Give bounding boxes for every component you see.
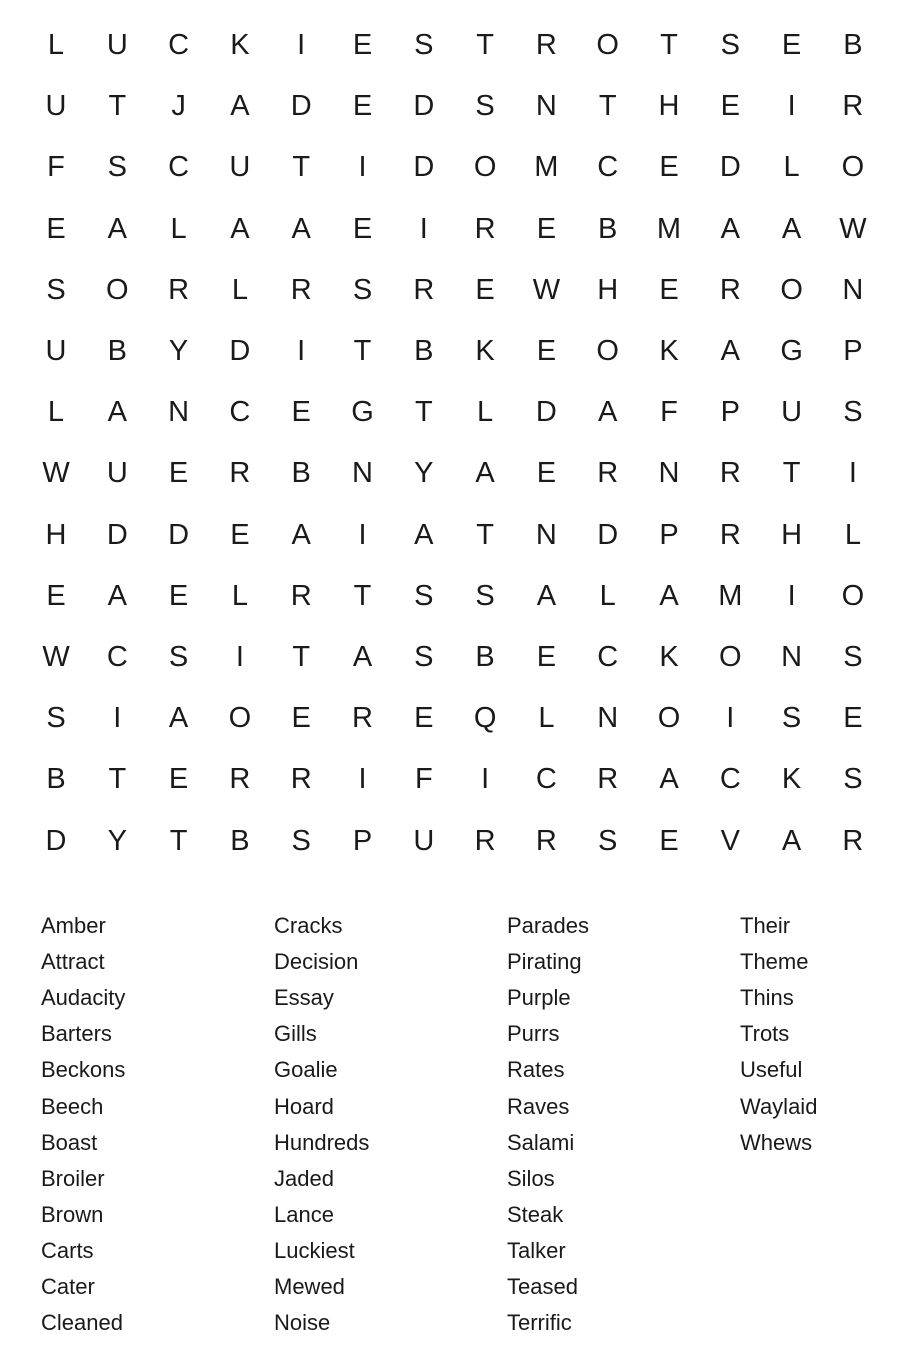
grid-cell[interactable]: S (414, 579, 434, 612)
grid-cell[interactable]: B (475, 641, 495, 673)
grid-cell[interactable]: S (781, 702, 802, 735)
grid-cell[interactable]: A (536, 579, 557, 612)
grid-cell[interactable]: A (720, 212, 740, 245)
grid-cell[interactable]: E (168, 457, 189, 490)
grid-cell[interactable]: N (597, 702, 619, 735)
grid-cell[interactable]: M (656, 212, 682, 245)
grid-cell[interactable]: A (107, 212, 127, 245)
grid-cell[interactable]: D (535, 396, 557, 429)
grid-cell[interactable]: C (597, 151, 619, 184)
grid-cell[interactable]: Q (473, 702, 497, 735)
word-list-item: Essay (274, 985, 334, 1011)
grid-cell[interactable]: Y (414, 457, 434, 490)
grid-cell[interactable]: C (168, 29, 190, 61)
grid-cell[interactable]: E (414, 702, 434, 735)
grid-cell[interactable]: S (168, 641, 189, 673)
grid-cell[interactable]: S (107, 151, 127, 184)
grid-cell[interactable]: E (720, 90, 740, 123)
word-list-item: Silos (507, 1165, 555, 1191)
grid-cell[interactable]: H (781, 518, 803, 551)
grid-cell[interactable]: M (718, 579, 743, 612)
grid-cell[interactable]: P (843, 335, 863, 367)
grid-cell[interactable]: U (106, 29, 128, 61)
grid-cell[interactable]: A (659, 579, 679, 612)
grid-cell[interactable]: A (291, 518, 311, 551)
grid-cell[interactable]: T (476, 518, 494, 551)
grid-cell[interactable]: U (413, 824, 435, 857)
grid-cell[interactable]: T (353, 335, 372, 367)
grid-cell[interactable]: R (535, 824, 557, 857)
grid-cell[interactable]: R (290, 763, 312, 796)
grid-cell[interactable]: U (45, 335, 67, 367)
word-list-item: Terrific (507, 1310, 572, 1336)
grid-cell[interactable]: R (597, 763, 619, 796)
grid-cell[interactable]: L (231, 579, 248, 612)
grid-cell[interactable]: E (46, 212, 66, 245)
word-list-item: Useful (740, 1057, 803, 1083)
grid-cell[interactable]: N (781, 641, 803, 673)
word-list-item: Jaded (274, 1165, 334, 1191)
grid-cell[interactable]: T (660, 29, 678, 61)
grid-cell[interactable]: Y (168, 335, 189, 367)
word-list-item: Beech (41, 1093, 104, 1119)
grid-cell[interactable]: A (475, 457, 495, 490)
grid-cell[interactable]: F (660, 396, 678, 429)
grid-cell[interactable]: E (352, 212, 373, 245)
word-list-item: Beckons (41, 1057, 126, 1083)
grid-cell[interactable]: R (229, 763, 251, 796)
grid-cell[interactable]: L (599, 579, 616, 612)
word-list-item: Waylaid (740, 1093, 818, 1119)
grid-cell[interactable]: L (477, 396, 494, 429)
grid-cell[interactable]: J (171, 90, 186, 123)
grid-cell[interactable]: R (413, 273, 435, 306)
grid-cell[interactable]: L (844, 518, 861, 551)
grid-cell[interactable]: I (358, 518, 367, 551)
grid-cell[interactable]: S (46, 273, 66, 306)
word-list-item: Thins (740, 985, 794, 1011)
word-list-item: Luckiest (274, 1237, 355, 1263)
word-list-item: Cater (41, 1274, 95, 1299)
word-list-item: Rates (507, 1057, 565, 1083)
grid-cell[interactable]: O (596, 335, 619, 367)
grid-cell[interactable]: B (107, 335, 127, 367)
grid-cell[interactable]: R (597, 457, 619, 490)
grid-cell[interactable]: T (598, 90, 617, 123)
grid-cell[interactable]: O (780, 273, 803, 306)
grid-cell[interactable]: B (414, 335, 434, 367)
grid-cell[interactable]: E (659, 824, 679, 857)
grid-cell[interactable]: A (720, 335, 740, 367)
grid-cell[interactable]: R (719, 457, 741, 490)
grid-cell[interactable]: E (781, 29, 802, 61)
grid-cell[interactable]: I (358, 763, 367, 796)
grid-cell[interactable]: W (42, 641, 70, 673)
grid-cell[interactable]: I (419, 212, 428, 245)
grid-cell[interactable]: P (352, 824, 373, 857)
grid-cell[interactable]: O (719, 641, 742, 673)
grid-cell[interactable]: R (474, 824, 496, 857)
grid-cell[interactable]: S (291, 824, 311, 857)
grid-cell[interactable]: D (229, 335, 251, 367)
grid-cell[interactable]: T (292, 151, 311, 184)
grid-cell[interactable]: I (481, 763, 490, 796)
word-list-item: Boast (41, 1129, 98, 1155)
grid-cell[interactable]: O (657, 702, 681, 735)
word-list-item: Cracks (274, 913, 343, 938)
grid-cell[interactable]: S (352, 273, 373, 306)
grid-cell[interactable]: N (168, 396, 190, 429)
word-list-item: Purple (507, 985, 571, 1011)
grid-cell[interactable]: A (598, 396, 618, 429)
grid-cell[interactable]: T (108, 763, 127, 796)
grid-cell[interactable]: U (45, 90, 67, 123)
grid-cell[interactable]: A (659, 763, 679, 796)
grid-cell[interactable]: R (719, 273, 741, 306)
grid-cell[interactable]: I (358, 151, 367, 184)
grid-cell[interactable]: A (781, 824, 802, 857)
grid-cell[interactable]: I (848, 457, 857, 490)
grid-cell[interactable]: C (597, 641, 619, 673)
grid-cell[interactable]: H (658, 90, 680, 123)
grid-cell[interactable]: D (719, 151, 741, 184)
grid-cell[interactable]: F (414, 763, 433, 796)
word-list-item: Broiler (41, 1165, 105, 1191)
grid-cell[interactable]: L (231, 273, 248, 306)
word-list-item: Goalie (274, 1057, 338, 1083)
grid-cell[interactable]: L (538, 702, 555, 735)
grid-cell[interactable]: R (352, 702, 373, 735)
grid-cell[interactable]: D (106, 518, 128, 551)
grid-cell[interactable]: B (230, 824, 250, 857)
grid-cell[interactable]: H (45, 518, 67, 551)
grid-cell[interactable]: E (659, 273, 679, 306)
word-list-item: Barters (41, 1021, 112, 1047)
word-list-item: Whews (740, 1129, 813, 1155)
grid-cell[interactable]: A (781, 212, 802, 245)
grid-cell[interactable]: G (351, 396, 374, 429)
grid-cell[interactable]: S (598, 824, 618, 857)
word-list-item: Lance (274, 1201, 334, 1227)
word-list-item: Hundreds (274, 1129, 370, 1155)
grid-cell[interactable]: A (291, 212, 311, 245)
grid-cell[interactable]: K (659, 641, 679, 673)
grid-cell[interactable]: K (230, 29, 250, 61)
grid-cell[interactable]: E (536, 457, 557, 490)
grid-cell[interactable]: S (720, 29, 740, 61)
grid-cell[interactable]: F (47, 151, 65, 184)
word-list-item: Brown (41, 1201, 104, 1227)
grid-cell[interactable]: E (230, 518, 250, 551)
grid-cell[interactable]: C (719, 763, 741, 796)
grid-cell[interactable]: T (476, 29, 494, 61)
grid-cell[interactable]: T (108, 90, 127, 123)
grid-cell[interactable]: V (720, 824, 740, 857)
word-list-item: Carts (41, 1237, 94, 1263)
word-list-item: Talker (507, 1237, 566, 1263)
grid-cell[interactable]: L (783, 151, 800, 184)
grid-cell[interactable]: I (726, 702, 735, 735)
grid-cell[interactable]: E (352, 90, 373, 123)
grid-cell[interactable]: R (842, 824, 864, 857)
grid-cell[interactable]: O (228, 702, 252, 735)
grid-cell[interactable]: I (235, 641, 244, 673)
grid-cell[interactable]: R (719, 518, 741, 551)
grid-cell[interactable]: P (720, 396, 740, 429)
word-list-item: Purrs (507, 1021, 560, 1047)
grid-cell[interactable]: D (168, 518, 190, 551)
grid-cell[interactable]: T (169, 824, 188, 857)
grid-cell[interactable]: K (475, 335, 495, 367)
word-list-item: Gills (274, 1021, 317, 1047)
word-list-item: Parades (507, 913, 589, 938)
grid-cell[interactable]: A (107, 579, 127, 612)
grid-cell[interactable]: S (414, 641, 434, 673)
grid-cell[interactable]: W (42, 457, 70, 490)
grid-cell[interactable]: H (597, 273, 619, 306)
grid-cell[interactable]: E (46, 579, 66, 612)
grid-cell[interactable]: R (290, 273, 312, 306)
grid-cell[interactable]: T (414, 396, 433, 429)
grid-cell[interactable]: L (47, 396, 65, 429)
grid-cell[interactable]: U (106, 457, 128, 490)
grid-cell[interactable]: E (536, 335, 557, 367)
word-list-item: Steak (507, 1201, 564, 1227)
grid-cell[interactable]: S (414, 29, 434, 61)
grid-cell[interactable]: E (843, 702, 863, 735)
grid-cell[interactable]: D (597, 518, 619, 551)
grid-cell[interactable]: O (473, 151, 497, 184)
grid-cell[interactable]: U (229, 151, 251, 184)
grid-cell[interactable]: L (47, 29, 65, 61)
grid-cell[interactable]: E (352, 29, 373, 61)
grid-cell[interactable]: B (291, 457, 311, 490)
grid-cell[interactable]: D (413, 90, 435, 123)
grid-cell[interactable]: O (596, 29, 619, 61)
grid-cell[interactable]: N (842, 273, 864, 306)
grid-cell[interactable]: E (168, 763, 189, 796)
grid-cell[interactable]: A (230, 212, 250, 245)
grid-cell[interactable]: O (841, 579, 865, 612)
grid-cell[interactable]: W (532, 273, 561, 306)
word-list-item: Audacity (41, 985, 126, 1011)
word-list-item: Raves (507, 1093, 570, 1119)
grid-cell[interactable]: N (352, 457, 373, 490)
grid-cell[interactable]: M (534, 151, 559, 184)
grid-cell[interactable]: O (106, 273, 129, 306)
grid-cell[interactable]: I (297, 29, 306, 61)
grid-cell[interactable]: S (475, 90, 495, 123)
grid-cell[interactable]: E (536, 212, 557, 245)
grid-cell[interactable]: S (46, 702, 66, 735)
grid-cell[interactable]: D (290, 90, 312, 123)
word-list-item: Theme (740, 949, 809, 975)
word-list-item: Teased (507, 1274, 578, 1299)
grid-cell[interactable]: N (535, 518, 557, 551)
grid-cell[interactable]: N (535, 90, 557, 123)
grid-cell[interactable]: R (535, 29, 557, 61)
grid-cell[interactable]: B (843, 29, 863, 61)
grid-cell[interactable]: R (290, 579, 312, 612)
grid-cell[interactable]: A (352, 641, 373, 673)
word-list-item: Attract (41, 949, 105, 975)
grid-cell[interactable]: A (107, 396, 127, 429)
grid-cell[interactable]: B (598, 212, 618, 245)
grid-cell[interactable]: U (781, 396, 803, 429)
grid-cell[interactable]: S (843, 763, 863, 796)
grid-cell[interactable]: E (659, 151, 679, 184)
grid-cell[interactable]: T (782, 457, 801, 490)
grid-cell[interactable]: P (659, 518, 679, 551)
word-list-item: Trots (740, 1021, 790, 1047)
word-list-item: Decision (274, 949, 359, 975)
grid-cell[interactable]: N (658, 457, 680, 490)
word-list-item: Pirating (507, 949, 582, 975)
grid-cell[interactable]: D (413, 151, 435, 184)
word-list-item: Hoard (274, 1093, 334, 1119)
grid-cell[interactable]: O (841, 151, 865, 184)
grid-cell[interactable]: C (168, 151, 190, 184)
word-list-item: Noise (274, 1310, 331, 1336)
grid-cell[interactable]: S (475, 579, 495, 612)
grid-cell[interactable]: G (780, 335, 803, 367)
grid-cell[interactable]: C (229, 396, 251, 429)
grid-cell[interactable]: D (45, 824, 67, 857)
grid-cell[interactable]: I (297, 335, 306, 367)
grid-cell[interactable]: R (168, 273, 190, 306)
grid-cell[interactable]: E (291, 702, 311, 735)
grid-cell[interactable]: E (168, 579, 189, 612)
word-list-item: Their (740, 913, 791, 938)
grid-cell[interactable]: I (787, 90, 796, 123)
grid-cell[interactable]: C (106, 641, 128, 673)
grid-cell[interactable]: E (475, 273, 495, 306)
grid-cell[interactable]: L (170, 212, 187, 245)
grid-cell[interactable]: I (113, 702, 122, 735)
grid-cell[interactable]: R (474, 212, 496, 245)
grid-cell[interactable]: B (46, 763, 66, 796)
grid-cell[interactable]: T (353, 579, 372, 612)
grid-cell[interactable]: I (787, 579, 796, 612)
grid-cell[interactable]: A (230, 90, 250, 123)
grid-cell[interactable]: E (536, 641, 557, 673)
grid-cell[interactable]: K (659, 335, 679, 367)
grid-cell[interactable]: Y (107, 824, 127, 857)
word-list-item: Salami (507, 1129, 575, 1155)
word-list-item: Amber (41, 913, 106, 938)
word-list-item: Mewed (274, 1274, 345, 1299)
grid-cell[interactable]: S (843, 641, 863, 673)
grid-cell[interactable]: T (292, 641, 311, 673)
grid-cell[interactable]: K (781, 763, 802, 796)
grid-cell[interactable]: R (229, 457, 251, 490)
grid-cell[interactable]: C (535, 763, 557, 796)
grid-cell[interactable]: E (291, 396, 311, 429)
grid-cell[interactable]: W (839, 212, 867, 245)
grid-cell[interactable]: A (414, 518, 434, 551)
grid-cell[interactable]: R (842, 90, 864, 123)
grid-cell[interactable]: S (843, 396, 863, 429)
grid-cell[interactable]: A (168, 702, 189, 735)
word-list-item: Cleaned (41, 1310, 123, 1336)
